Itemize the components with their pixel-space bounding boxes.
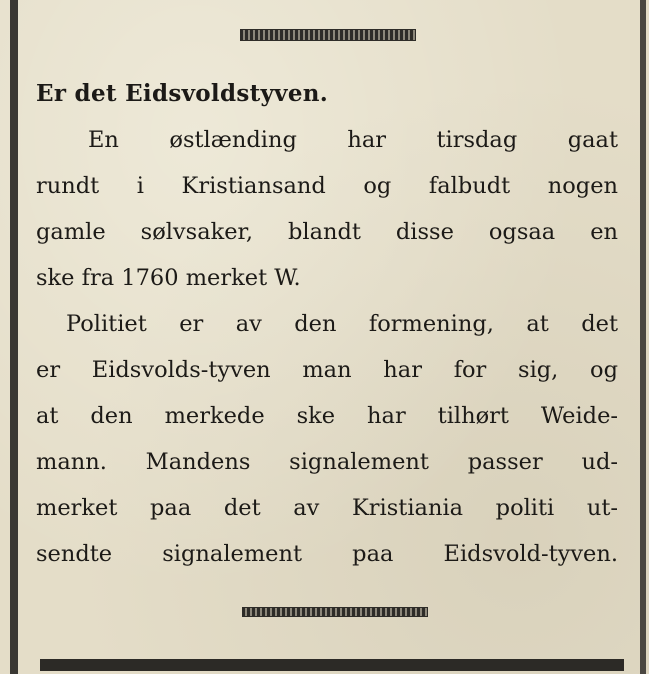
paragraph2-line-2: er Eidsvolds-tyven man har for sig, og: [36, 357, 618, 383]
right-column-rule: [640, 0, 646, 674]
paragraph1-line-2: rundt i Kristiansand og falbudt nogen: [36, 173, 618, 199]
bottom-ornament-divider: [242, 607, 428, 617]
left-column-rule: [10, 0, 18, 674]
paragraph2-line-4: mann. Mandens signalement passer ud-: [36, 449, 618, 475]
paragraph1-line-4: ske fra 1760 merket W.: [36, 265, 301, 291]
paragraph1-line-3: gamle sølvsaker, blandt disse ogsaa en: [36, 219, 618, 245]
paragraph2-line-5: merket paa det av Kristiania politi ut-: [36, 495, 618, 521]
top-ornament-divider: [240, 29, 416, 41]
paragraph2-line-1: Politiet er av den formening, at det: [66, 311, 618, 337]
paragraph2-line-6: sendte signalement paa Eidsvold-tyven.: [36, 541, 618, 567]
article-headline: Er det Eidsvoldstyven.: [36, 80, 329, 107]
paragraph1-line-1: En østlænding har tirsdag gaat: [88, 127, 618, 153]
bottom-column-rule: [40, 659, 624, 671]
paragraph2-line-3: at den merkede ske har tilhørt Weide-: [36, 403, 618, 429]
